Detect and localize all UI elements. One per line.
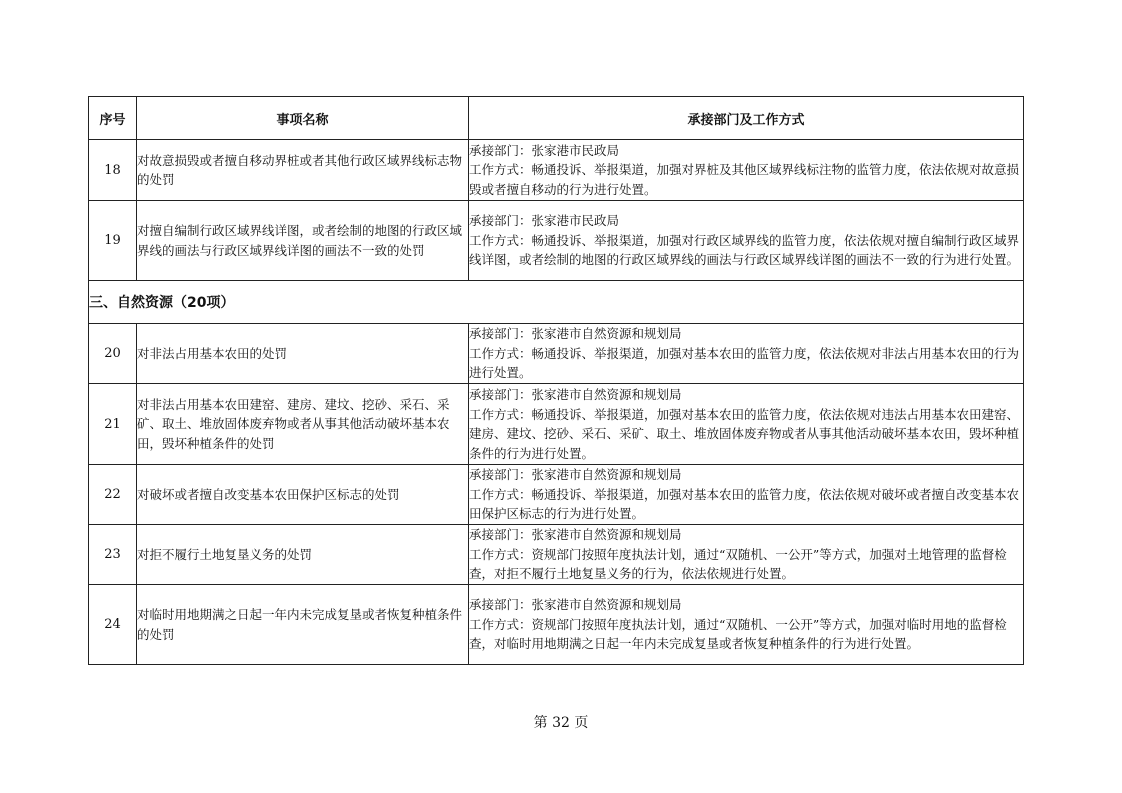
table-header-row <box>89 97 1024 140</box>
section-heading: 三、自然资源（20项） <box>89 281 1024 324</box>
dept-method-cell <box>469 140 1024 201</box>
page-number: 第 32 页 <box>533 715 589 731</box>
header-item-name: 事项名称 <box>137 97 469 140</box>
dept-text: 承接部门：张家港市自然资源和规划局 <box>469 326 682 342</box>
item-name: 对破坏或者擅自改变基本农田保护区标志的处罚 <box>137 465 469 525</box>
item-name: 对擅自编制行政区域界线详图，或者绘制的地图的行政区域界线的画法与行政区域界线详图的画法不一致的处罚 <box>137 201 469 281</box>
header-seq: 序号 <box>89 97 137 140</box>
dept-text: 承接部门：张家港市民政局 <box>469 213 620 229</box>
table-row <box>89 140 1024 201</box>
table-row <box>89 585 1024 665</box>
method-text: 工作方式：资规部门按照年度执法计划，通过“双随机、一公开”等方式，加强对临时用地的监督检查，对临时用地期满之日起一年内未完成复垦或者恢复种植条件的行为进行处置。 <box>469 616 1007 652</box>
items-table <box>88 96 1024 665</box>
item-name: 对临时用地期满之日起一年内未完成复垦或者恢复种植条件的处罚 <box>137 585 469 665</box>
table-row <box>89 525 1024 585</box>
method-text: 工作方式：畅通投诉、举报渠道，加强对基本农田的监管力度，依法依规对违法占用基本农田建窑、建房、建坟、挖砂、采石、采矿、取土、堆放固体废弃物或者从事其他活动破坏基本农田，毁坏种植条件的行为进行处置。 <box>469 406 1020 461</box>
dept-text: 承接部门：张家港市自然资源和规划局 <box>469 387 682 402</box>
row-number: 22 <box>89 465 137 525</box>
row-number: 18 <box>89 140 137 201</box>
method-text: 工作方式：畅通投诉、举报渠道，加强对界桩及其他区域界线标注物的监管力度，依法依规对故意损毁或者擅自移动的行为进行处置。 <box>469 162 1020 197</box>
row-number: 20 <box>89 324 137 384</box>
dept-method-cell <box>469 525 1024 585</box>
dept-method-cell <box>469 465 1024 525</box>
method-text: 工作方式：畅通投诉、举报渠道，加强对基本农田的监管力度，依法依规对非法占用基本农田的行为进行处置。 <box>469 345 1020 381</box>
item-name: 对故意损毁或者擅自移动界桩或者其他行政区域界线标志物的处罚 <box>137 140 469 201</box>
row-number: 24 <box>89 585 137 665</box>
method-text: 工作方式：资规部门按照年度执法计划，通过“双随机、一公开”等方式，加强对土地管理的监督检查，对拒不履行土地复垦义务的行为，依法依规进行处置。 <box>469 546 1007 582</box>
dept-text: 承接部门：张家港市自然资源和规划局 <box>469 527 682 543</box>
dept-method-cell <box>469 585 1024 665</box>
item-name: 对非法占用基本农田建窑、建房、建坟、挖砂、采石、采矿、取土、堆放固体废弃物或者从事其他活动破坏基本农田，毁坏种植条件的处罚 <box>137 384 469 465</box>
table-row <box>89 324 1024 384</box>
table-row <box>89 201 1024 281</box>
section-row <box>89 281 1024 324</box>
dept-text: 承接部门：张家港市自然资源和规划局 <box>469 467 682 483</box>
method-text: 工作方式：畅通投诉、举报渠道，加强对行政区域界线的监管力度，依法依规对擅自编制行政区域界线详图，或者绘制的地图的行政区域界线的画法与行政区域界线详图的画法不一致的行为进行处置。 <box>469 232 1020 268</box>
table-row <box>89 465 1024 525</box>
row-number: 19 <box>89 201 137 281</box>
dept-method-cell <box>469 324 1024 384</box>
row-number: 23 <box>89 525 137 585</box>
method-text: 工作方式：畅通投诉、举报渠道，加强对基本农田的监管力度，依法依规对破坏或者擅自改变基本农田保护区标志的行为进行处置。 <box>469 486 1020 522</box>
header-dept-method: 承接部门及工作方式 <box>469 97 1024 140</box>
dept-method-cell <box>469 201 1024 281</box>
dept-text: 承接部门：张家港市民政局 <box>469 142 620 158</box>
item-name: 对拒不履行土地复垦义务的处罚 <box>137 525 469 585</box>
dept-text: 承接部门：张家港市自然资源和规划局 <box>469 597 682 613</box>
item-name: 对非法占用基本农田的处罚 <box>137 324 469 384</box>
row-number: 21 <box>89 384 137 465</box>
dept-method-cell <box>469 384 1024 465</box>
table-row <box>89 384 1024 465</box>
